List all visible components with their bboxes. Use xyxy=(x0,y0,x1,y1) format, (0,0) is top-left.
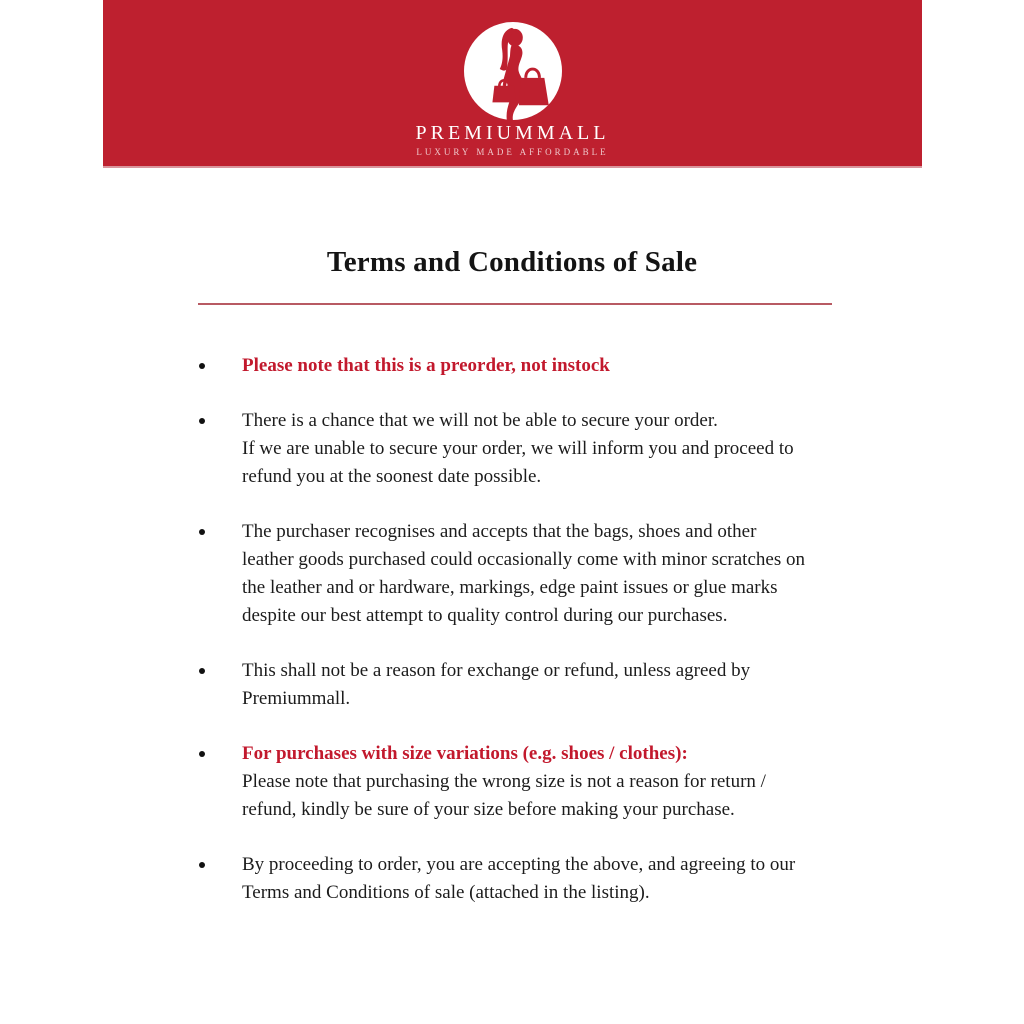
woman-shopper-with-bags-icon xyxy=(464,22,562,120)
term-item-secure-order xyxy=(242,407,842,491)
bullet-dot xyxy=(199,862,205,868)
bullet-dot xyxy=(199,363,205,369)
page-title: Terms and Conditions of Sale xyxy=(326,246,698,278)
bullet-dot xyxy=(199,418,205,424)
term-item-no-refund xyxy=(242,657,842,713)
term-line: refund you at the soonest date possible. xyxy=(242,466,542,487)
bullet-dot xyxy=(199,668,205,674)
brand-banner xyxy=(103,0,922,168)
term-line: Please note that this is a preorder, not instock xyxy=(242,355,610,376)
term-line: the leather and or hardware, markings, edge paint issues or glue marks xyxy=(242,577,778,598)
term-line: The purchaser recognises and accepts that the bags, shoes and other xyxy=(242,521,757,542)
bullet-dot xyxy=(199,751,205,757)
term-item-size-variations xyxy=(242,740,842,824)
title-divider xyxy=(198,303,832,305)
term-item-acceptance xyxy=(242,851,842,907)
term-line: despite our best attempt to quality control during our purchases. xyxy=(242,605,728,626)
term-item-preorder xyxy=(242,352,842,380)
terms-list xyxy=(242,352,842,934)
term-line: By proceeding to order, you are accepting the above, and agreeing to our xyxy=(242,854,796,875)
brand-logo xyxy=(464,22,562,120)
term-line: For purchases with size variations (e.g. shoes / clothes): xyxy=(242,743,688,764)
term-line: Premiummall. xyxy=(242,688,351,709)
term-line: leather goods purchased could occasionally come with minor scratches on xyxy=(242,549,805,570)
term-line: refund, kindly be sure of your size before making your purchase. xyxy=(242,799,735,820)
term-line: Please note that purchasing the wrong size is not a reason for return / xyxy=(242,771,766,792)
term-line: If we are unable to secure your order, we will inform you and proceed to xyxy=(242,438,794,459)
brand-name: PREMIUMMALL xyxy=(415,122,610,144)
term-line: Terms and Conditions of sale (attached in the listing). xyxy=(242,882,650,903)
term-line: This shall not be a reason for exchange or refund, unless agreed by xyxy=(242,660,751,681)
term-line: There is a chance that we will not be able to secure your order. xyxy=(242,410,718,431)
brand-tagline: LUXURY MADE AFFORDABLE xyxy=(416,147,609,157)
bullet-dot xyxy=(199,529,205,535)
term-item-minor-defects xyxy=(242,518,842,630)
